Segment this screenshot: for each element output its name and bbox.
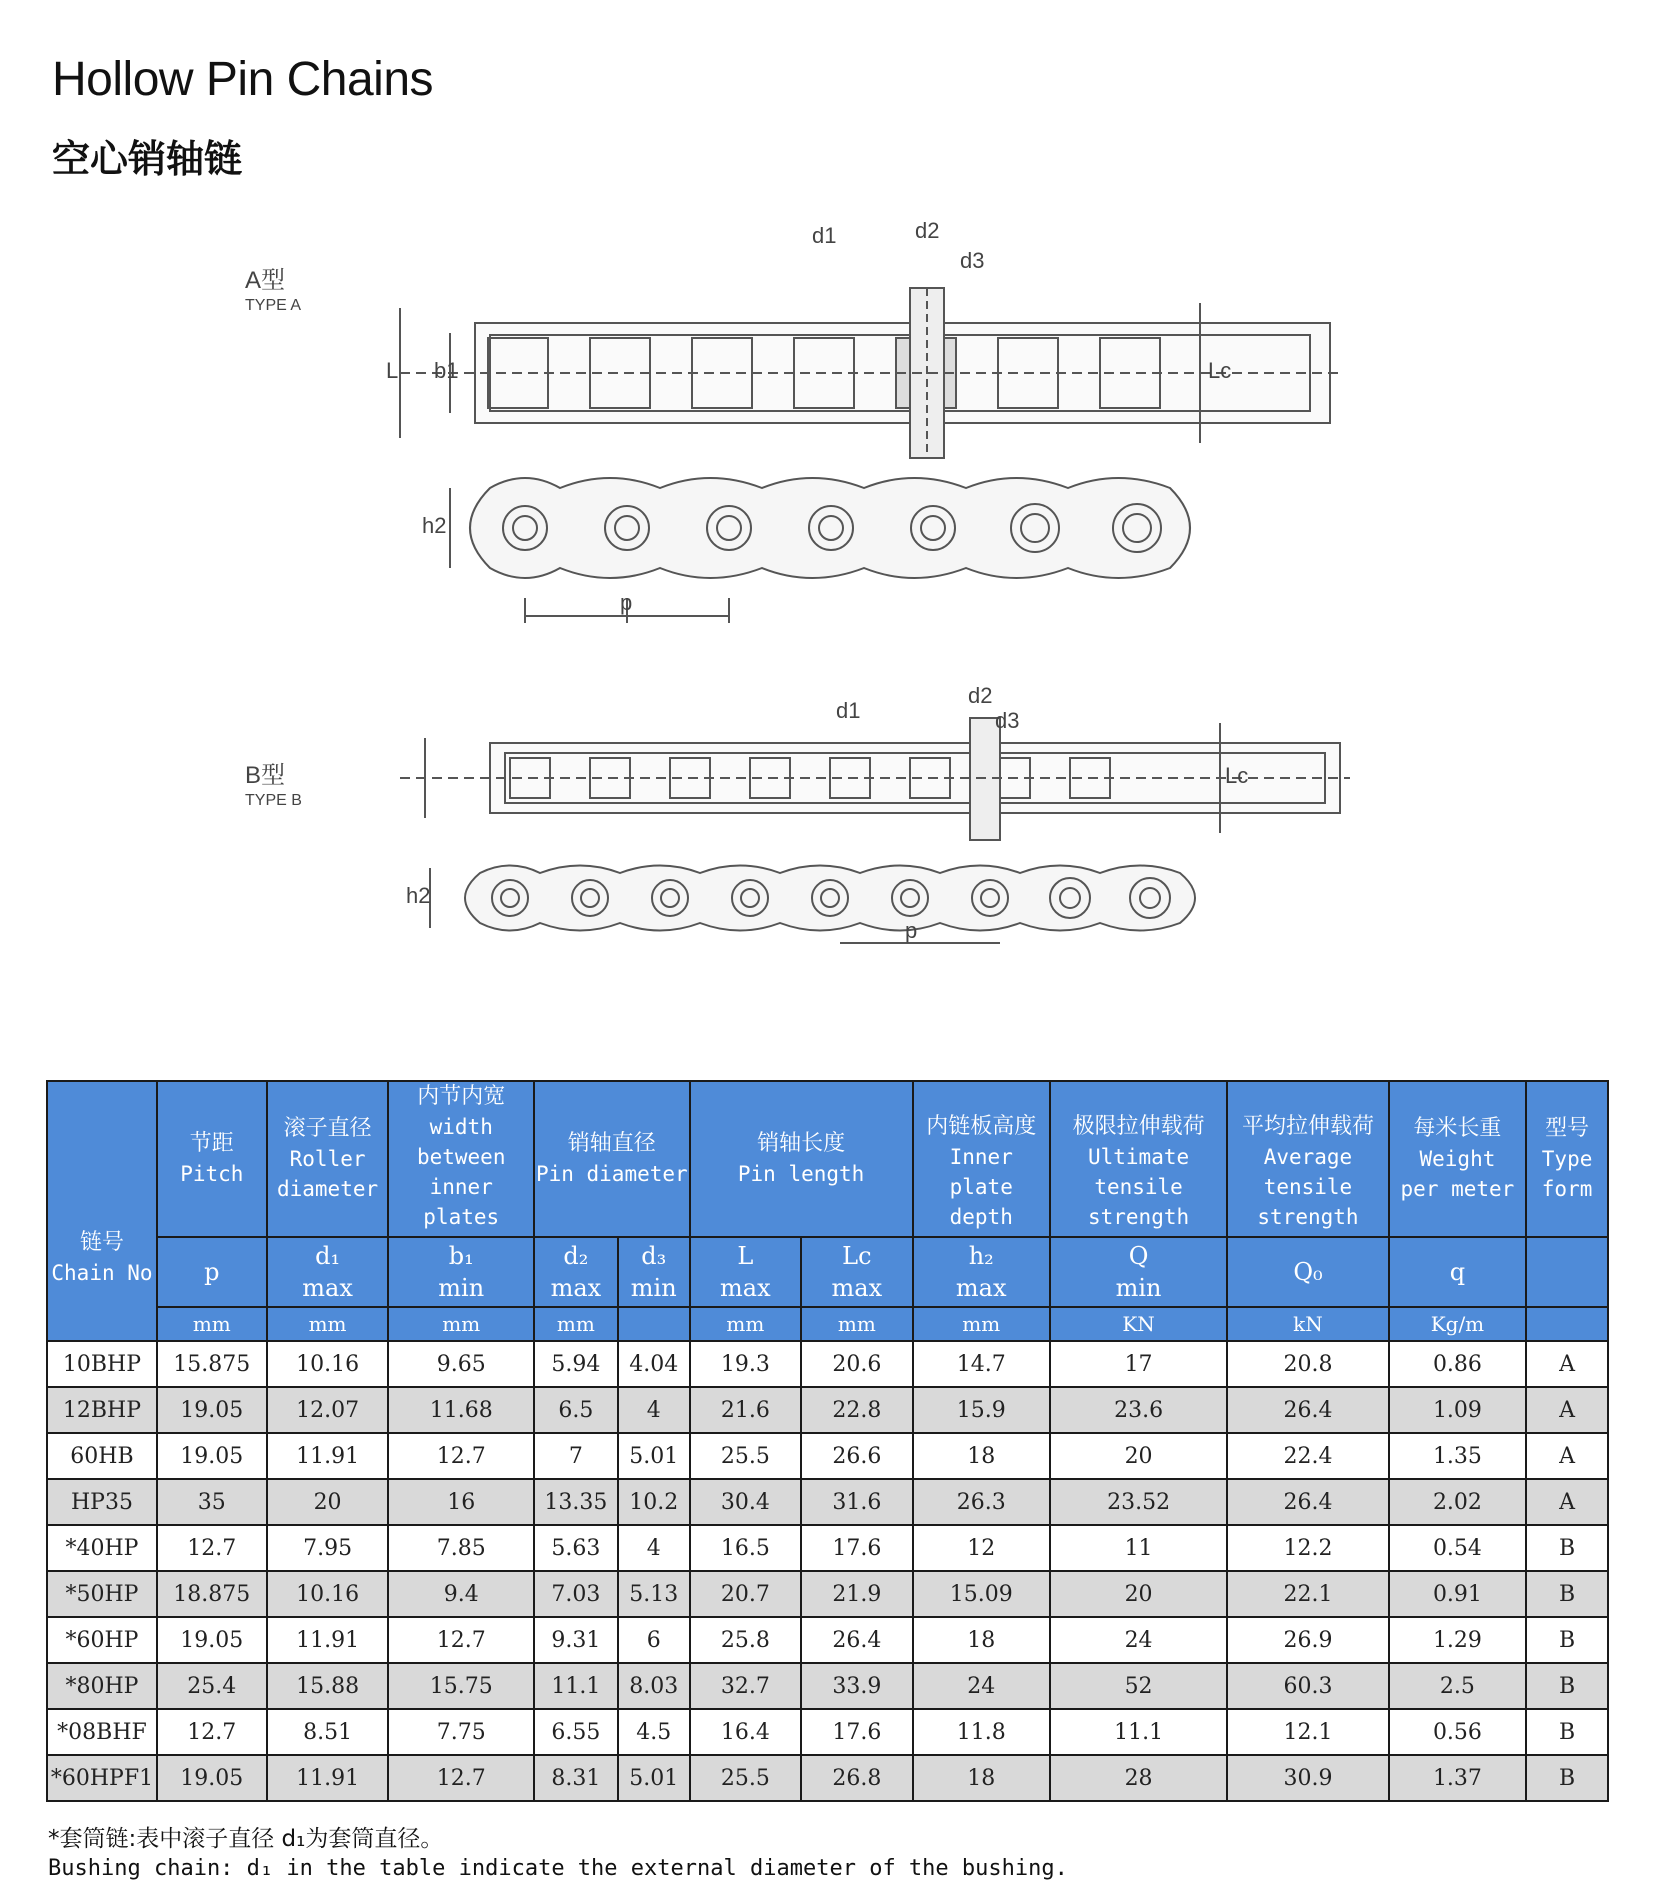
table-cell: 35 [157, 1479, 267, 1525]
table-cell: 7.03 [534, 1571, 618, 1617]
unit-q: Kg/m [1389, 1307, 1526, 1341]
sym-h2: h₂ max [913, 1237, 1050, 1307]
table-cell: 15.09 [913, 1571, 1050, 1617]
table-cell: 33.9 [801, 1663, 912, 1709]
table-cell: 25.5 [690, 1755, 801, 1801]
table-cell: 1.09 [1389, 1387, 1526, 1433]
table-cell: 20 [1050, 1433, 1227, 1479]
table-cell: 11.68 [388, 1387, 534, 1433]
dim-label-p-a: p [620, 590, 633, 615]
table-cell: B [1526, 1663, 1608, 1709]
table-cell: 12.1 [1227, 1709, 1388, 1755]
table-cell: 25.8 [690, 1617, 801, 1663]
sym-Lc: Lc max [801, 1237, 912, 1307]
header-row-names [47, 1081, 1608, 1237]
type-a-side-view [450, 478, 1190, 623]
sym-p: p [157, 1237, 267, 1307]
sym-L: L max [690, 1237, 801, 1307]
table-cell: 7 [534, 1433, 618, 1479]
unit-d1: mm [267, 1307, 389, 1341]
unit-Q0: kN [1227, 1307, 1388, 1341]
table-cell: 18.875 [157, 1571, 267, 1617]
table-cell: 26.3 [913, 1479, 1050, 1525]
dim-label-d3-a: d3 [960, 248, 985, 273]
table-cell: 18 [913, 1433, 1050, 1479]
table-cell: 11.1 [1050, 1709, 1227, 1755]
table-cell: 10.2 [618, 1479, 690, 1525]
table-cell: 10.16 [267, 1571, 389, 1617]
table-cell: 26.4 [801, 1617, 912, 1663]
type-a-en-label: TYPE A [245, 297, 302, 314]
table-cell: 16.4 [690, 1709, 801, 1755]
table-cell: 4.04 [618, 1341, 690, 1387]
table-cell: 31.6 [801, 1479, 912, 1525]
table-cell: 5.01 [618, 1755, 690, 1801]
dim-label-L-a: L [386, 358, 399, 383]
table-cell: 12.7 [388, 1755, 534, 1801]
table-cell: 7.75 [388, 1709, 534, 1755]
unit-Q: KN [1050, 1307, 1227, 1341]
table-row [47, 1433, 1608, 1479]
dim-label-p-b: p [905, 918, 918, 943]
table-cell: 2.5 [1389, 1663, 1526, 1709]
page-title: Hollow Pin Chains [52, 53, 434, 106]
table-cell: 12.2 [1227, 1525, 1388, 1571]
sym-d2: d₂ max [534, 1237, 618, 1307]
table-cell: 15.75 [388, 1663, 534, 1709]
table-cell: 10.16 [267, 1341, 389, 1387]
table-cell: 20 [1050, 1571, 1227, 1617]
table-cell: 20.6 [801, 1341, 912, 1387]
table-cell: 17.6 [801, 1709, 912, 1755]
table-row [47, 1663, 1608, 1709]
table-cell: 12.7 [388, 1433, 534, 1479]
dim-label-d2-b: d2 [968, 683, 993, 708]
page-subtitle-cn: 空心销轴链 [52, 137, 243, 181]
table-cell: 25.4 [157, 1663, 267, 1709]
unit-Lc: mm [801, 1307, 912, 1341]
table-cell: 11.91 [267, 1755, 389, 1801]
unit-b1: mm [388, 1307, 534, 1341]
sym-Q0: Q₀ [1227, 1237, 1388, 1307]
dim-label-Lc-b: Lc [1225, 763, 1249, 788]
table-cell: 26.4 [1227, 1387, 1388, 1433]
table-cell: 9.65 [388, 1341, 534, 1387]
table-cell: 12.07 [267, 1387, 389, 1433]
table-cell: 8.31 [534, 1755, 618, 1801]
table-cell: 22.8 [801, 1387, 912, 1433]
table-cell: 5.63 [534, 1525, 618, 1571]
table-cell: 15.875 [157, 1341, 267, 1387]
table-body [47, 1341, 1608, 1801]
table-row [47, 1479, 1608, 1525]
dim-label-b1-a: b1 [434, 358, 459, 383]
sym-d1: d₁ max [267, 1237, 389, 1307]
table-cell: 6.5 [534, 1387, 618, 1433]
table-cell: 52 [1050, 1663, 1227, 1709]
header-average-tensile: 平均拉伸载荷 Average tensile strength [1227, 1081, 1388, 1237]
table-cell: A [1526, 1479, 1608, 1525]
chain-no-cell: 10BHP [47, 1341, 157, 1387]
header-row-units [47, 1307, 1608, 1341]
table-cell: 11 [1050, 1525, 1227, 1571]
header-plate-depth: 内链板高度 Inner plate depth [913, 1081, 1050, 1237]
table-cell: 11.91 [267, 1433, 389, 1479]
table-cell: 19.3 [690, 1341, 801, 1387]
table-cell: 7.85 [388, 1525, 534, 1571]
table-cell: 18 [913, 1617, 1050, 1663]
table-cell: 7.95 [267, 1525, 389, 1571]
table-cell: 24 [913, 1663, 1050, 1709]
footnote-cn: *套筒链:表中滚子直径 d₁为套筒直径。 [48, 1826, 444, 1852]
table-row [47, 1617, 1608, 1663]
table-cell: 0.86 [1389, 1341, 1526, 1387]
table-cell: 8.03 [618, 1663, 690, 1709]
header-ultimate-tensile: 极限拉伸载荷 Ultimate tensile strength [1050, 1081, 1227, 1237]
dim-label-d1-b: d1 [836, 698, 861, 723]
table-cell: 0.91 [1389, 1571, 1526, 1617]
chain-no-cell: *60HPF1 [47, 1755, 157, 1801]
table-cell: B [1526, 1617, 1608, 1663]
header-type-form: 型号 Type form [1526, 1081, 1608, 1237]
type-b-side-view [430, 866, 1195, 944]
sym-type [1526, 1237, 1608, 1307]
table-cell: 26.6 [801, 1433, 912, 1479]
table-cell: 18 [913, 1755, 1050, 1801]
table-cell: 20.7 [690, 1571, 801, 1617]
table-cell: 9.31 [534, 1617, 618, 1663]
chain-no-cell: HP35 [47, 1479, 157, 1525]
dim-label-d3-b: d3 [995, 708, 1020, 733]
table-cell: 5.01 [618, 1433, 690, 1479]
table-cell: 4 [618, 1387, 690, 1433]
table-cell: 22.1 [1227, 1571, 1388, 1617]
unit-d2: mm [534, 1307, 618, 1341]
table-cell: 26.9 [1227, 1617, 1388, 1663]
table-cell: A [1526, 1433, 1608, 1479]
table-cell: B [1526, 1755, 1608, 1801]
unit-p: mm [157, 1307, 267, 1341]
header-pin-length: 销轴长度 Pin length [690, 1081, 913, 1237]
table-cell: 23.52 [1050, 1479, 1227, 1525]
table-cell: 6 [618, 1617, 690, 1663]
table-cell: A [1526, 1387, 1608, 1433]
table-cell: 20.8 [1227, 1341, 1388, 1387]
chain-technical-drawing [150, 198, 1380, 1068]
unit-h2: mm [913, 1307, 1050, 1341]
specification-table [46, 1080, 1609, 1802]
table-cell: 4 [618, 1525, 690, 1571]
unit-L: mm [690, 1307, 801, 1341]
header-inner-width: 内节内宽 width between inner plates [388, 1081, 534, 1237]
table-cell: 12.7 [157, 1525, 267, 1571]
table-cell: 19.05 [157, 1755, 267, 1801]
table-cell: 20 [267, 1479, 389, 1525]
table-row [47, 1341, 1608, 1387]
table-cell: 12.7 [157, 1709, 267, 1755]
table-cell: 15.9 [913, 1387, 1050, 1433]
table-row [47, 1571, 1608, 1617]
header-weight: 每米长重 Weight per meter [1389, 1081, 1526, 1237]
dim-label-d2-a: d2 [915, 218, 940, 243]
table-cell: 1.37 [1389, 1755, 1526, 1801]
header-pitch: 节距 Pitch [157, 1081, 267, 1237]
table-cell: 23.6 [1050, 1387, 1227, 1433]
chain-no-cell: *80HP [47, 1663, 157, 1709]
table-cell: 4.5 [618, 1709, 690, 1755]
table-cell: 15.88 [267, 1663, 389, 1709]
table-cell: 11.1 [534, 1663, 618, 1709]
table-row [47, 1387, 1608, 1433]
type-a-cn-label: A型 [245, 267, 286, 294]
table-cell: 16.5 [690, 1525, 801, 1571]
table-cell: 0.56 [1389, 1709, 1526, 1755]
table-row [47, 1709, 1608, 1755]
table-cell: 32.7 [690, 1663, 801, 1709]
table-cell: B [1526, 1709, 1608, 1755]
table-cell: 30.4 [690, 1479, 801, 1525]
header-roller-diameter: 滚子直径 Roller diameter [267, 1081, 389, 1237]
header-pin-diameter: 销轴直径 Pin diameter [534, 1081, 690, 1237]
table-row [47, 1525, 1608, 1571]
table-cell: 19.05 [157, 1387, 267, 1433]
table-cell: 21.6 [690, 1387, 801, 1433]
table-cell: 21.9 [801, 1571, 912, 1617]
footnote-en: Bushing chain: d₁ in the table indicate the external diameter of the bushing. [48, 1856, 1068, 1881]
table-cell: 8.51 [267, 1709, 389, 1755]
table-cell: B [1526, 1525, 1608, 1571]
chain-no-cell: *50HP [47, 1571, 157, 1617]
header-row-symbols [47, 1237, 1608, 1307]
table-cell: 17 [1050, 1341, 1227, 1387]
chain-no-cell: *60HP [47, 1617, 157, 1663]
table-cell: A [1526, 1341, 1608, 1387]
table-cell: 26.4 [1227, 1479, 1388, 1525]
table-cell: 9.4 [388, 1571, 534, 1617]
table-cell: 13.35 [534, 1479, 618, 1525]
table-cell: 19.05 [157, 1617, 267, 1663]
sym-b1: b₁ min [388, 1237, 534, 1307]
chain-no-cell: *08BHF [47, 1709, 157, 1755]
table-cell: B [1526, 1571, 1608, 1617]
chain-no-cell: *40HP [47, 1525, 157, 1571]
sym-q: q [1389, 1237, 1526, 1307]
dim-label-d1-a: d1 [812, 223, 837, 248]
table-cell: 11.91 [267, 1617, 389, 1663]
table-cell: 1.29 [1389, 1617, 1526, 1663]
table-cell: 5.94 [534, 1341, 618, 1387]
chain-no-cell: 60HB [47, 1433, 157, 1479]
table-cell: 60.3 [1227, 1663, 1388, 1709]
table-cell: 1.35 [1389, 1433, 1526, 1479]
sym-d3: d₃ min [618, 1237, 690, 1307]
table-cell: 19.05 [157, 1433, 267, 1479]
table-cell: 14.7 [913, 1341, 1050, 1387]
type-b-top-view [400, 718, 1350, 840]
table-cell: 22.4 [1227, 1433, 1388, 1479]
table-cell: 2.02 [1389, 1479, 1526, 1525]
table-cell: 0.54 [1389, 1525, 1526, 1571]
header-chain-no: 链号 Chain No [47, 1081, 157, 1341]
table-cell: 30.9 [1227, 1755, 1388, 1801]
type-a-top-view [400, 288, 1340, 458]
table-cell: 11.8 [913, 1709, 1050, 1755]
chain-no-cell: 12BHP [47, 1387, 157, 1433]
type-b-en-label: TYPE B [245, 792, 302, 809]
table-cell: 26.8 [801, 1755, 912, 1801]
table-cell: 5.13 [618, 1571, 690, 1617]
table-cell: 12.7 [388, 1617, 534, 1663]
dim-label-h2-a: h2 [422, 513, 447, 538]
unit-type [1526, 1307, 1608, 1341]
table-cell: 17.6 [801, 1525, 912, 1571]
table-row [47, 1755, 1608, 1801]
table-cell: 24 [1050, 1617, 1227, 1663]
table-cell: 16 [388, 1479, 534, 1525]
table-cell: 6.55 [534, 1709, 618, 1755]
dim-label-h2-b: h2 [406, 883, 431, 908]
type-b-cn-label: B型 [245, 762, 286, 789]
table-cell: 12 [913, 1525, 1050, 1571]
table-cell: 28 [1050, 1755, 1227, 1801]
unit-d3 [618, 1307, 690, 1341]
table-cell: 25.5 [690, 1433, 801, 1479]
sym-Q: Q min [1050, 1237, 1227, 1307]
dim-label-Lc-a: Lc [1208, 358, 1232, 383]
